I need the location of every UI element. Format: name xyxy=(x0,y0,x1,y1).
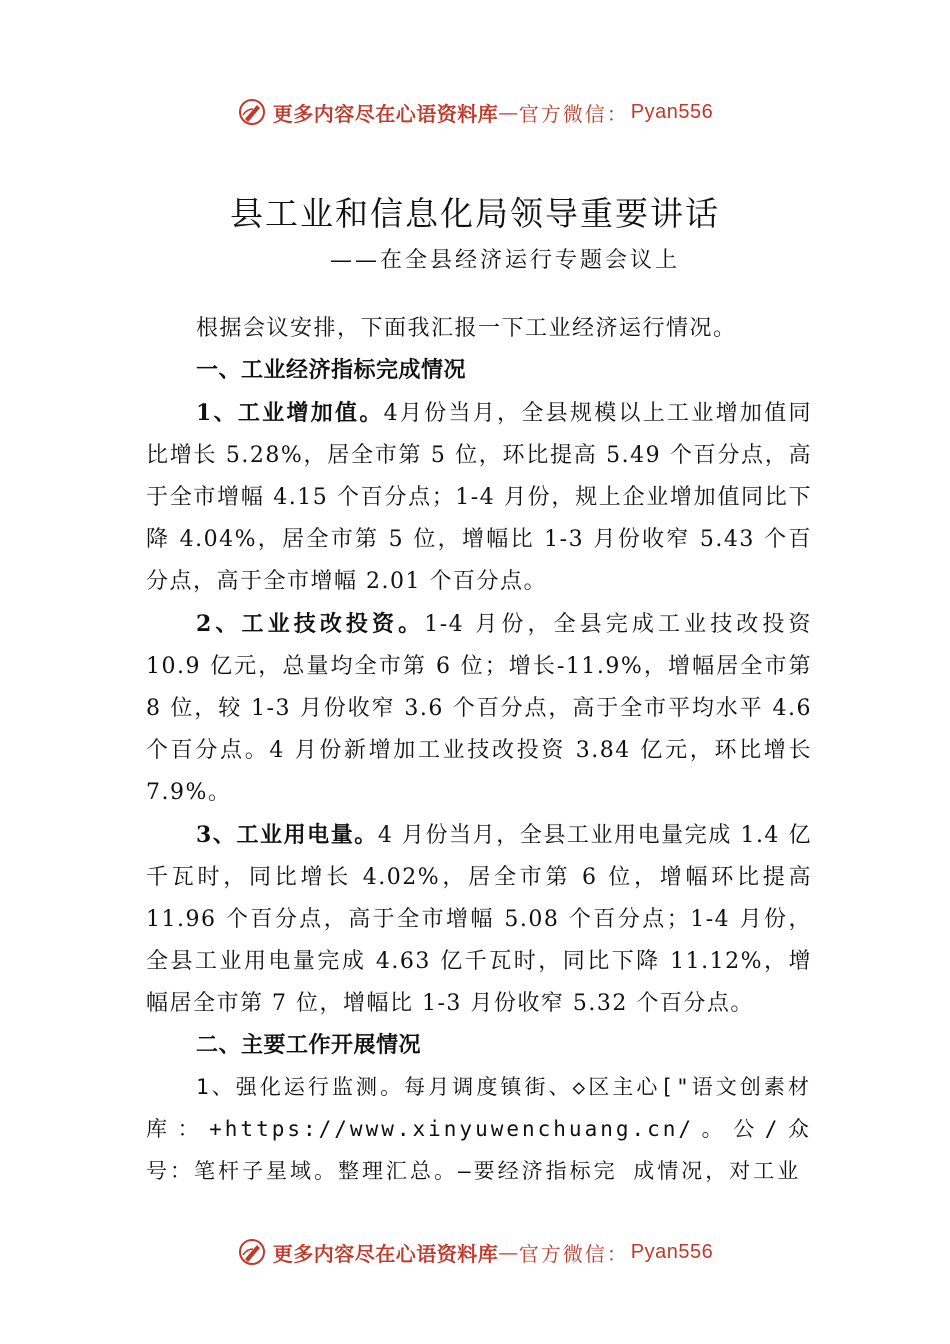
pen-logo-icon xyxy=(237,97,267,127)
item-2-lead: 2、工业技改投资。 xyxy=(196,611,425,637)
watermark-text: 更多内容尽在心语资料库 xyxy=(272,101,499,126)
watermark-dash: — xyxy=(498,1240,519,1264)
item-3-paragraph xyxy=(146,814,812,1025)
section-1-heading: 一、工业经济指标完成情况 xyxy=(196,358,467,383)
page-subtitle: ——在全县经济运行专题会议上 xyxy=(329,248,680,273)
watermark-text: 更多内容尽在心语资料库 xyxy=(272,1241,499,1266)
item-1-lead: 1、工业增加值。 xyxy=(196,400,384,426)
item-3-lead: 3、工业用电量。 xyxy=(196,822,378,848)
watermark-top xyxy=(0,92,950,132)
page-title: 县工业和信息化局领导重要讲话 xyxy=(230,194,720,233)
watermark-official: 官方微信： xyxy=(518,101,629,126)
item-2-body: 1-4 月份，全县完成工业技改投资 10.9 亿元，总量均全市第 6 位；增长-11.9%，增幅居全市第 8 位，较 1-3 月份收窄 3.6 个百分点，高于全市平均水平 4.6 个百分点。4 月份新增加工业技改投资 3.84 亿元，环比增长 7.9%。 xyxy=(146,612,813,805)
pen-logo-icon xyxy=(237,1237,267,1267)
section-2-item-1-text: 1、强化运行监测。每月调度镇街、◇区主心["语文创素材库：+https://www.xinyuwenchuang.cn/。公/众号：笔杆子星域。整理汇总。—要经济指标完 成情况，对工业 xyxy=(146,1075,812,1183)
intro-paragraph: 根据会议安排，下面我汇报一下工业经济运行情况。 xyxy=(196,316,737,341)
watermark-wechat-id: Pyan556 xyxy=(630,100,714,123)
item-1-body: 4月份当月，全县规模以上工业增加值同比增长 5.28%，居全市第 5 位，环比提高 5.49 个百分点，高于全市增幅 4.15 个百分点；1-4 月份，规上企业增加值同比下降 4.04%，居全市第 5 位，增幅比 1-3 月份收窄 5.43 个百分点，高于全市增幅 2.01 个百分点。 xyxy=(146,401,812,594)
watermark-official: 官方微信： xyxy=(518,1241,629,1266)
watermark-dash: — xyxy=(498,100,519,124)
item-3-body: 4 月份当月，全县工业用电量完成 1.4 亿千瓦时，同比增长 4.02%，居全市第 6 位，增幅环比提高 11.96 个百分点，高于全市增幅 5.08 个百分点；1-4 月份，全县工业用电量完成 4.63 亿千瓦时，同比下降 11.12%，增幅居全市第 7 位，增幅比 1-3 月份收窄 5.32 个百分点。 xyxy=(146,823,812,1016)
item-2-paragraph xyxy=(146,603,812,814)
item-1-paragraph xyxy=(146,392,812,603)
section-2-item-1 xyxy=(146,1067,812,1193)
document-body xyxy=(146,308,812,1193)
watermark-bottom xyxy=(0,1232,950,1272)
section-2-heading: 二、主要工作开展情况 xyxy=(196,1033,422,1058)
watermark-wechat-id: Pyan556 xyxy=(630,1240,714,1263)
